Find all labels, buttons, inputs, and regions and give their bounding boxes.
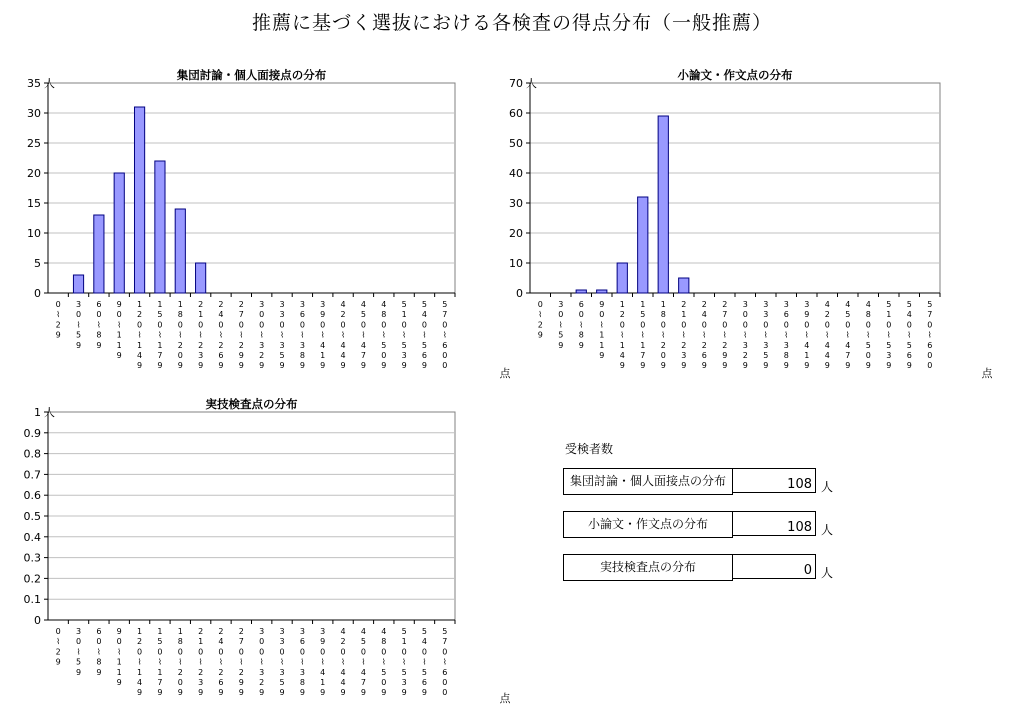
x-tick-label: 0 ⌇ 2 9 <box>55 300 61 340</box>
y-unit-label: 人 <box>526 77 537 90</box>
y-tick-label: 0 <box>34 614 41 627</box>
x-tick-label: 9 0 ⌇ 1 1 9 <box>116 300 122 360</box>
x-tick-label: 4 2 0 ⌇ 4 4 9 <box>824 300 830 371</box>
x-tick-label: 3 0 ⌇ 5 9 <box>558 300 564 350</box>
x-tick-label: 1 2 0 ⌇ 1 4 9 <box>137 627 143 698</box>
x-tick-label: 5 4 0 ⌇ 5 6 9 <box>421 627 428 698</box>
x-tick-label: 5 1 0 ⌇ 5 3 9 <box>401 300 407 371</box>
y-tick-label: 15 <box>27 197 41 210</box>
x-tick-label: 4 8 0 ⌇ 5 0 9 <box>381 300 387 371</box>
chart-title: 小論文・作文点の分布 <box>677 68 793 82</box>
chart-title: 集団討論・個人面接点の分布 <box>176 68 327 82</box>
x-unit-label: 点 <box>499 367 511 380</box>
y-tick-label: 0.9 <box>23 426 41 440</box>
x-tick-label: 2 4 0 ⌇ 2 6 9 <box>701 300 707 371</box>
x-tick-label: 2 7 0 ⌇ 2 9 9 <box>238 627 244 698</box>
x-tick-label: 3 9 0 ⌇ 4 1 9 <box>320 300 326 371</box>
x-tick-label: 5 7 0 ⌇ 6 0 0 <box>442 627 448 698</box>
y-tick-label: 0.1 <box>23 593 41 607</box>
x-tick-label: 9 0 ⌇ 1 1 9 <box>599 300 605 360</box>
y-tick-label: 0.5 <box>23 510 41 523</box>
y-unit-label: 人 <box>44 77 55 90</box>
y-tick-label: 35 <box>27 77 41 90</box>
summary-title: 受検者数 <box>565 442 614 456</box>
x-tick-label: 2 1 0 ⌇ 2 3 9 <box>198 300 204 371</box>
x-tick-label: 3 6 0 ⌇ 3 8 9 <box>299 627 305 698</box>
x-tick-label: 5 4 0 ⌇ 5 6 9 <box>906 300 912 371</box>
y-tick-label: 0.4 <box>23 530 41 544</box>
summary-label: 小論文・作文点の分布 <box>563 511 733 538</box>
y-tick-label: 0.3 <box>23 551 41 565</box>
x-tick-label: 0 ⌇ 2 9 <box>537 300 543 340</box>
x-tick-label: 3 0 ⌇ 5 9 <box>75 627 82 677</box>
x-tick-label: 3 9 0 ⌇ 4 1 9 <box>320 627 326 698</box>
y-tick-label: 70 <box>509 77 523 90</box>
summary-label: 集団討論・個人面接点の分布 <box>563 468 733 495</box>
x-tick-label: 2 7 0 ⌇ 2 9 9 <box>722 300 728 371</box>
x-tick-label: 2 7 0 ⌇ 2 9 9 <box>238 300 244 371</box>
y-tick-label: 30 <box>509 197 523 210</box>
x-tick-label: 0 ⌇ 2 9 <box>55 627 61 667</box>
y-tick-label: 20 <box>27 167 41 180</box>
summary-unit: 人 <box>821 523 834 537</box>
x-tick-label: 2 4 0 ⌇ 2 6 9 <box>218 627 224 698</box>
y-tick-label: 5 <box>34 257 41 270</box>
summary-value: 0 <box>732 554 816 579</box>
page-title: 推薦に基づく選抜における各検査の得点分布（一般推薦） <box>251 12 772 34</box>
x-tick-label: 3 6 0 ⌇ 3 8 9 <box>299 300 305 371</box>
x-tick-label: 4 5 0 ⌇ 4 7 9 <box>845 300 851 371</box>
x-tick-label: 1 2 0 ⌇ 1 4 9 <box>619 300 625 371</box>
x-tick-label: 3 3 0 ⌇ 3 5 9 <box>763 300 769 371</box>
x-tick-label: 3 3 0 ⌇ 3 5 9 <box>279 627 285 698</box>
x-tick-label: 5 1 0 ⌇ 5 3 9 <box>886 300 892 371</box>
x-unit-label: 点 <box>981 367 993 380</box>
y-tick-label: 0 <box>34 287 41 300</box>
x-tick-label: 1 8 0 ⌇ 2 0 9 <box>177 627 183 698</box>
x-tick-label: 5 1 0 ⌇ 5 3 9 <box>401 627 407 698</box>
y-tick-label: 0.2 <box>23 572 41 586</box>
y-tick-label: 60 <box>509 107 523 120</box>
y-tick-label: 20 <box>509 227 523 240</box>
y-tick-label: 50 <box>509 137 523 150</box>
x-tick-label: 6 0 ⌇ 8 9 <box>96 300 102 350</box>
x-tick-label: 1 8 0 ⌇ 2 0 9 <box>660 300 666 371</box>
x-tick-label: 4 5 0 ⌇ 4 7 9 <box>360 627 366 698</box>
y-tick-label: 10 <box>27 227 41 240</box>
x-tick-label: 1 2 0 ⌇ 1 4 9 <box>137 300 143 371</box>
x-tick-label: 2 1 0 ⌇ 2 3 9 <box>198 627 204 698</box>
x-tick-label: 3 9 0 ⌇ 4 1 9 <box>804 300 810 371</box>
x-tick-label: 3 0 0 ⌇ 3 2 9 <box>742 300 748 371</box>
x-tick-label: 6 0 ⌇ 8 9 <box>578 300 584 350</box>
x-tick-label: 5 7 0 ⌇ 6 0 0 <box>927 300 933 371</box>
x-tick-label: 4 2 0 ⌇ 4 4 9 <box>340 300 346 371</box>
summary-value: 108 <box>732 468 816 493</box>
summary-unit: 人 <box>821 566 834 580</box>
x-tick-label: 4 2 0 ⌇ 4 4 9 <box>340 627 346 698</box>
x-tick-label: 1 5 0 ⌇ 1 7 9 <box>157 300 163 371</box>
x-tick-label: 5 4 0 ⌇ 5 6 9 <box>421 300 428 371</box>
x-unit-label: 点 <box>499 692 511 705</box>
x-tick-label: 2 1 0 ⌇ 2 3 9 <box>681 300 687 371</box>
y-tick-label: 0.7 <box>23 468 41 482</box>
summary-unit: 人 <box>821 480 834 494</box>
x-tick-label: 2 4 0 ⌇ 2 6 9 <box>218 300 224 371</box>
y-tick-label: 40 <box>509 167 523 180</box>
y-unit-label: 人 <box>44 406 55 419</box>
x-tick-label: 9 0 ⌇ 1 1 9 <box>116 627 122 687</box>
x-tick-label: 1 8 0 ⌇ 2 0 9 <box>177 300 183 371</box>
y-tick-label: 0 <box>516 287 523 300</box>
y-tick-label: 10 <box>509 257 523 270</box>
x-tick-label: 3 0 0 ⌇ 3 2 9 <box>259 300 265 371</box>
x-tick-label: 4 8 0 ⌇ 5 0 9 <box>381 627 387 698</box>
summary-label: 実技検査点の分布 <box>563 554 733 581</box>
y-tick-label: 25 <box>27 137 41 150</box>
x-tick-label: 3 0 0 ⌇ 3 2 9 <box>259 627 265 698</box>
x-tick-label: 3 6 0 ⌇ 3 8 9 <box>783 300 789 371</box>
x-tick-label: 6 0 ⌇ 8 9 <box>96 627 102 677</box>
x-tick-label: 1 5 0 ⌇ 1 7 9 <box>157 627 163 698</box>
y-tick-label: 0.6 <box>23 489 41 503</box>
x-tick-label: 4 8 0 ⌇ 5 0 9 <box>865 300 871 371</box>
summary-value: 108 <box>732 511 816 536</box>
x-tick-label: 1 5 0 ⌇ 1 7 9 <box>640 300 646 371</box>
x-tick-label: 5 7 0 ⌇ 6 0 0 <box>442 300 448 371</box>
x-tick-label: 3 0 ⌇ 5 9 <box>75 300 82 350</box>
chart-title: 実技検査点の分布 <box>205 397 298 411</box>
y-tick-label: 0.8 <box>23 447 41 461</box>
x-tick-label: 3 3 0 ⌇ 3 5 9 <box>279 300 285 371</box>
y-tick-label: 30 <box>27 107 41 120</box>
y-tick-label: 1 <box>34 406 41 419</box>
x-tick-label: 4 5 0 ⌇ 4 7 9 <box>360 300 366 371</box>
